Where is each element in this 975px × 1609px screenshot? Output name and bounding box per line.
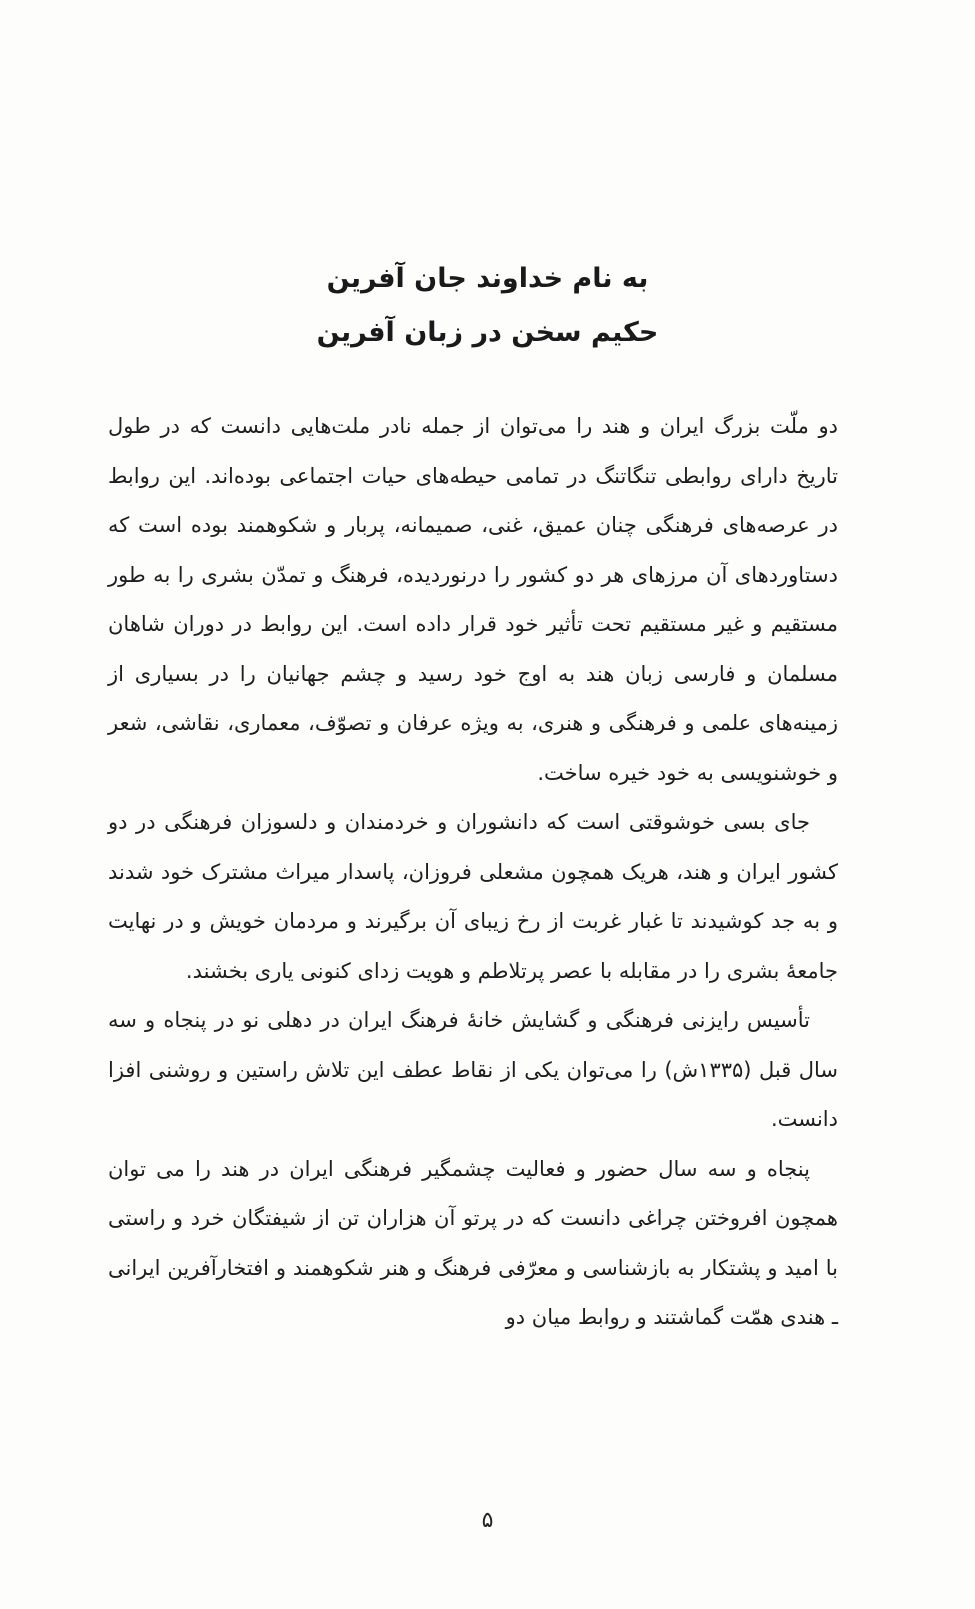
paragraph-3: تأسیس رایزنی فرهنگی و گشایش خانهٔ فرهنگ ایران در دهلی نو در پنجاه و سه سال قبل (۱۳۳۵ش) را می‌توان یکی از نقاط عطف این تلاش راستین و روشنی افزا دانست. — [108, 1008, 839, 1131]
heading-line-1: به نام خداوند جان آفرین — [326, 263, 649, 294]
paragraph-1: دو ملّت بزرگ ایران و هند را می‌توان از جمله نادر ملت‌هایی دانست که در طول تاریخ دارای روابطی تنگاتنگ در تمامی حیطه‌های حیات اجتماعی بوده‌اند. این روابط در عرصه‌های فرهنگی چنان عمیق، غنی، صمیمانه، پربار و شکوهمند بوده است که دستاوردهای آن مرزهای هر دو کشور را درنوردیده، فرهنگ و تمدّن بشری را به طور مستقیم و غیر مستقیم تحت تأثیر خود قرار داده است. این روابط در دوران شاهان مسلمان و فارسی زبان هند به اوج خود رسید و چشم جهانیان را در بسیاری از زمینه‌های علمی و فرهنگی و هنری، به ویژه عرفان و تصوّف، معماری، نقاشی، شعر و خوشنویسی به خود خیره ساخت. — [108, 414, 838, 785]
body-text — [108, 402, 838, 1343]
heading-line-2: حکیم سخن در زبان آفرین — [316, 317, 659, 348]
paragraph-2: جای بسی خوشوقتی است که دانشوران و خردمندان و دلسوزان فرهنگی در دو کشور ایران و هند، هریک همچون مشعلی فروزان، پاسدار میراث مشترک خود شدند و به جد کوشیدند تا غبار غربت از رخ زیبای آن برگیرند و مردمان خویش و در نهایت جامعهٔ بشری را در مقابله با عصر پرتلاطم و هویت زدای کنونی یاری بخشند. — [108, 810, 838, 983]
dedication-heading — [0, 252, 975, 360]
paragraph-4: پنجاه و سه سال حضور و فعالیت چشمگیر فرهنگی ایران در هند را می توان همچون افروختن چراغی دانست که در پرتو آن هزاران تن از شیفتگان خرد و راستی با امید و پشتکار به بازشناسی و معرّفی فرهنگ و هنر شکوهمند و افتخارآفرین ایرانی ـ هندی همّت گماشتند و روابط میان دو — [108, 1156, 838, 1329]
page-number: ۵ — [481, 1508, 494, 1533]
